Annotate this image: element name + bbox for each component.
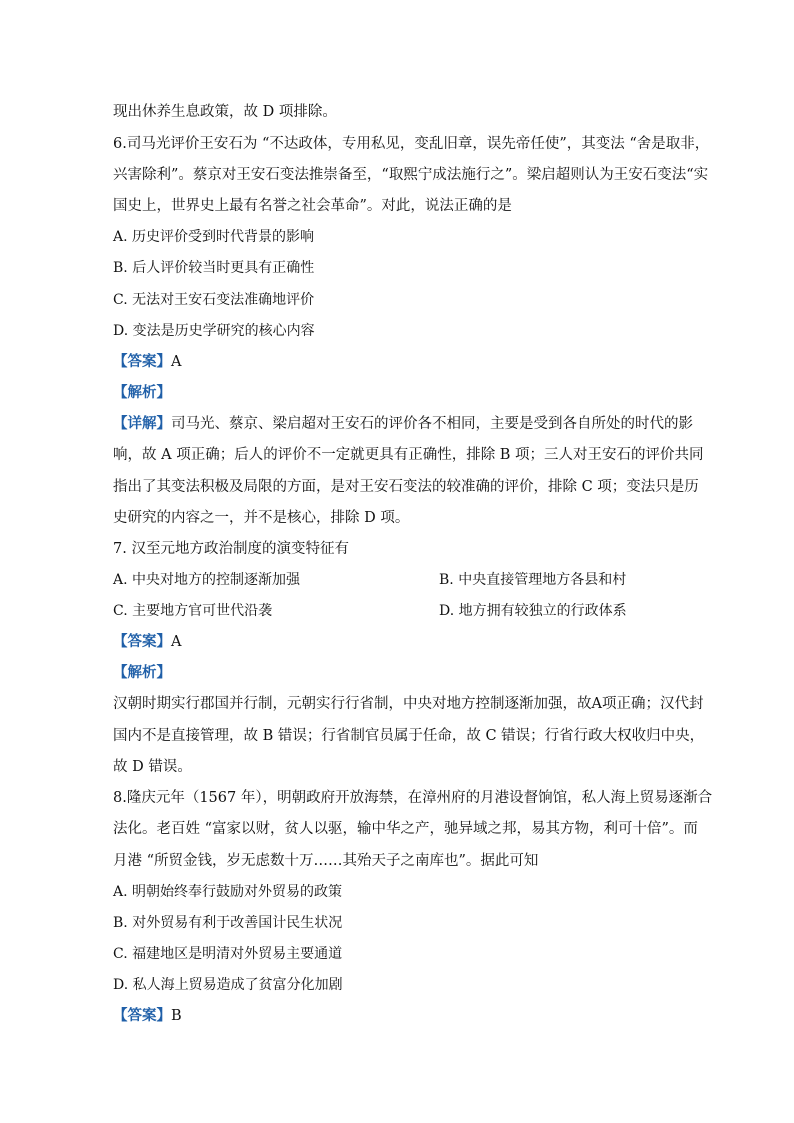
- answer-value: B: [171, 1008, 182, 1024]
- question-7-stem: 7. 汉至元地方政治制度的演变特征有: [113, 541, 349, 557]
- question-8-option-b: B. 对外贸易有利于改善国计民生状况: [113, 915, 343, 931]
- question-6-stem: 6.司马光评价王安石为 “不达政体，专用私见，变乱旧章，误先帝任使”，其变法 “舍是取非，: [113, 136, 710, 152]
- question-8-option-a: A. 明朝始终奉行鼓励对外贸易的政策: [113, 884, 343, 900]
- answer-tag: 【答案】: [113, 633, 171, 650]
- question-8-stem: 月港 “所贸金钱，岁无虑数十万……其殆天子之南库也”。据此可知: [113, 853, 539, 869]
- question-6-detail: 史研究的内容之一，并不是核心，排除 D 项。: [113, 510, 410, 526]
- answer-value: A: [171, 634, 182, 650]
- question-8-stem: 8.隆庆元年（1567 年），明朝政府开放海禁，在漳州府的月港设督饷馆，私人海上贸易逐渐合: [113, 790, 713, 806]
- answer-value: A: [171, 354, 182, 370]
- question-6-detail: [113, 414, 693, 434]
- question-7-option-a: A. 中央对地方的控制逐渐加强: [113, 572, 301, 588]
- question-6-stem: 国史上，世界史上最有名誉之社会革命”。对此，说法正确的是: [113, 198, 512, 214]
- question-6-option-a: A. 历史评价受到时代背景的影响: [113, 229, 315, 245]
- detail-tag: 【详解】: [113, 415, 171, 432]
- question-7-analysis: 汉朝时期实行郡国并行制，元朝实行行省制，中央对地方控制逐渐加强，故A项正确；汉代封: [113, 696, 704, 712]
- question-7-analysis-tag: [113, 663, 693, 683]
- text-line: 现出休养生息政策，故 D 项排除。: [113, 104, 337, 120]
- analysis-tag: 【解析】: [113, 664, 171, 681]
- question-7-analysis: 故 D 错误。: [113, 759, 192, 775]
- question-8-option-d: D. 私人海上贸易造成了贫富分化加剧: [113, 977, 343, 993]
- question-8-option-c: C. 福建地区是明清对外贸易主要通道: [113, 946, 343, 962]
- question-6-stem: 兴害除利”。蔡京对王安石变法推崇备至，“取熙宁成法施行之”。梁启超则认为王安石变法“实: [113, 167, 709, 183]
- question-7-answer: [113, 632, 693, 652]
- answer-tag: 【答案】: [113, 1007, 171, 1024]
- question-6-option-b: B. 后人评价较当时更具有正确性: [113, 260, 315, 276]
- question-7-analysis: 国内不是直接管理，故 B 错误；行省制官员属于任命，故 C 错误；行省行政大权收归中央，: [113, 728, 705, 744]
- question-6-analysis-tag: [113, 383, 693, 403]
- question-7-option-b: B. 中央直接管理地方各县和村: [439, 572, 627, 588]
- question-6-detail: 响，故 A 项正确；后人的评价不一定就更具有正确性，排除 B 项；三人对王安石的评价共同: [113, 447, 704, 463]
- question-6-detail: 指出了其变法积极及局限的方面，是对王安石变法的较准确的评价，排除 C 项；变法只是历: [113, 479, 699, 495]
- question-8-stem: 法化。老百姓 “富家以财，贫人以驱，输中华之产，驰异域之邦，易其方物，利可十倍”。而: [113, 821, 698, 837]
- question-7-option-c: C. 主要地方官可世代沿袭: [113, 603, 273, 619]
- analysis-tag: 【解析】: [113, 384, 171, 401]
- question-6-option-d: D. 变法是历史学研究的核心内容: [113, 323, 315, 339]
- detail-text: 司马光、蔡京、梁启超对王安石的评价各不相同，主要是受到各自所处的时代的影: [171, 416, 693, 432]
- question-6-answer: [113, 352, 693, 372]
- question-7-option-d: D. 地方拥有较独立的行政体系: [439, 603, 627, 619]
- question-8-answer: [113, 1006, 693, 1026]
- question-6-option-c: C. 无法对王安石变法准确地评价: [113, 292, 315, 308]
- answer-tag: 【答案】: [113, 353, 171, 370]
